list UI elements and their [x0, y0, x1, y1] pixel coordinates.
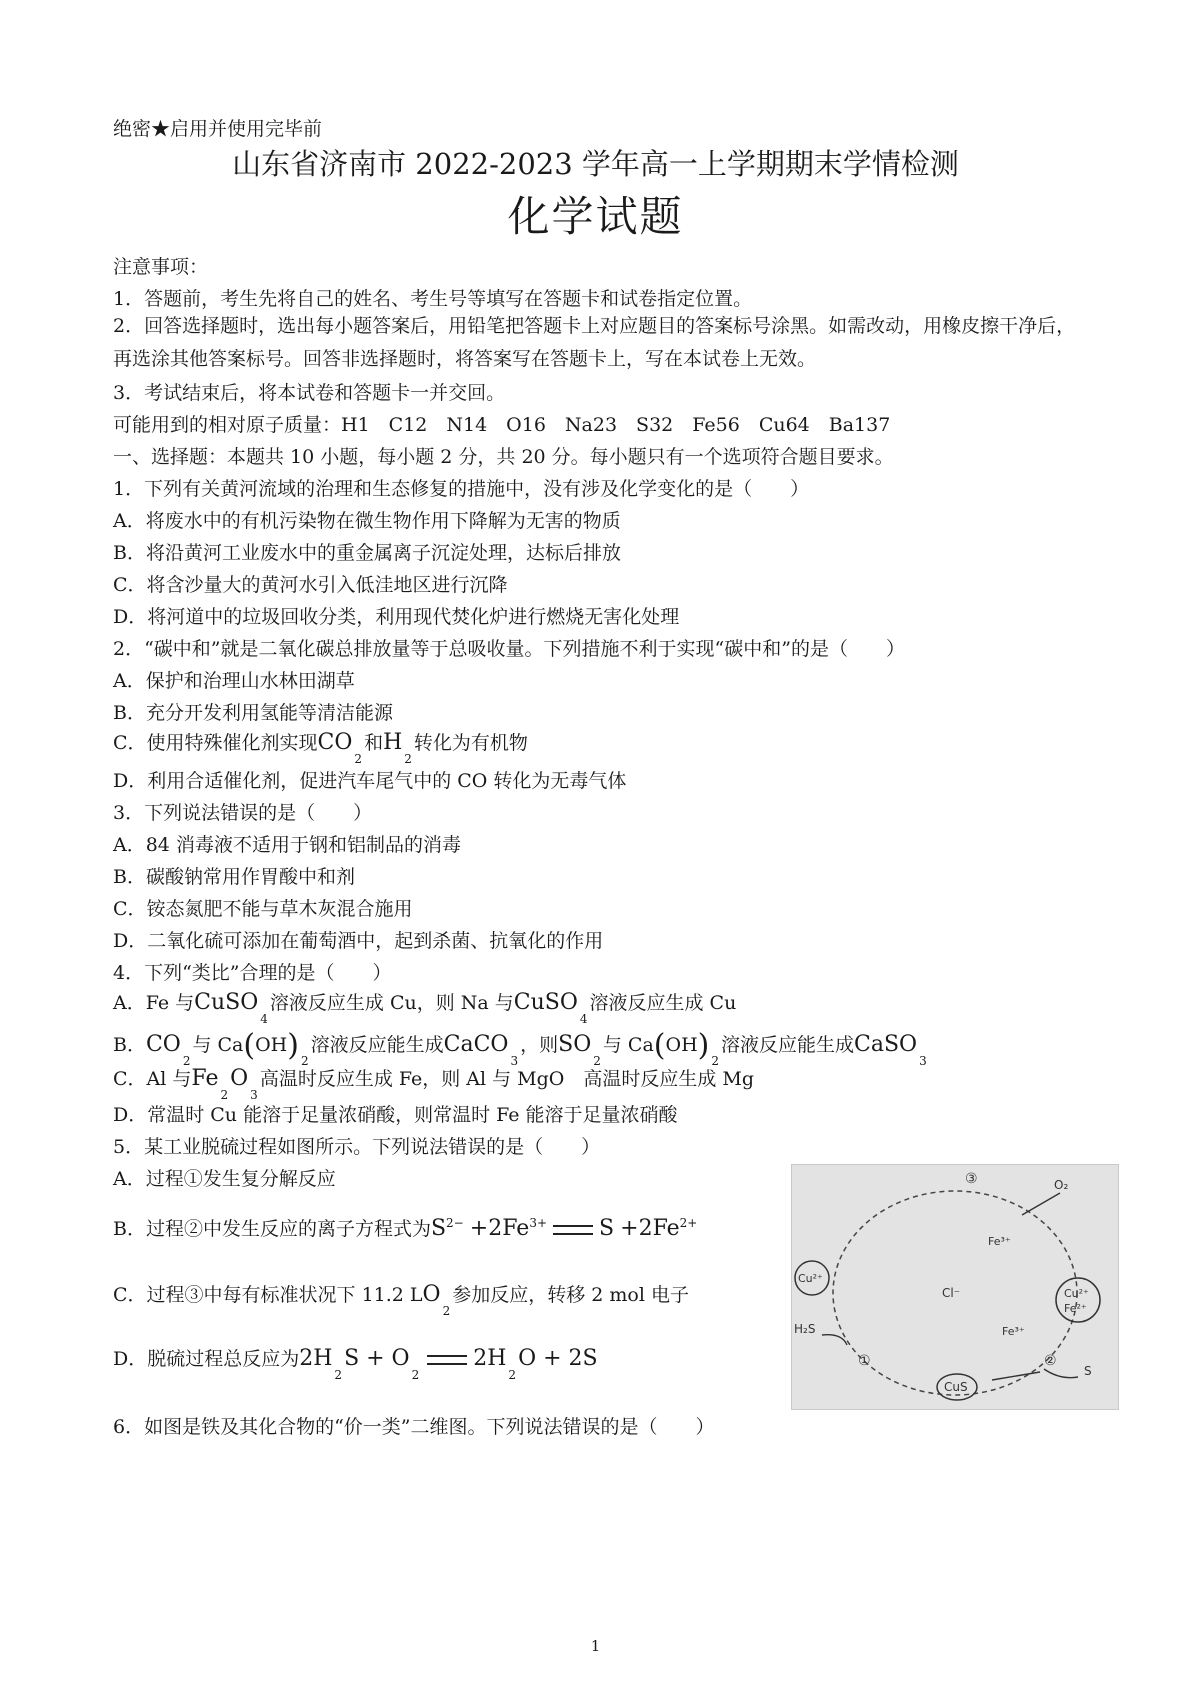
label-h2s: H₂S — [794, 1322, 816, 1336]
q4a-cuso4-b: CuSO — [513, 990, 578, 1015]
question-5-stem: 5．某工业脱硫过程如图所示。下列说法错误的是（ ） — [113, 1136, 601, 1158]
question-5-option-c — [113, 1280, 689, 1318]
label-fe3-top: Fe³⁺ — [988, 1235, 1011, 1248]
label-fe3-bottom: Fe³⁺ — [1002, 1325, 1025, 1338]
q5d-s-o2: S + O — [344, 1346, 410, 1371]
question-1-stem: 1．下列有关黄河流域的治理和生态修复的措施中，没有涉及化学变化的是（ ） — [113, 478, 810, 500]
q2c-h: H — [383, 730, 403, 755]
cu2-fe2-right-circle — [1056, 1278, 1100, 1322]
q5c-part2: 参加反应，转移 2 mol 电子 — [452, 1284, 689, 1306]
q4c-fe: Fe — [191, 1066, 219, 1091]
q4a-sub: 4 — [260, 1012, 268, 1026]
arrow-line — [992, 1372, 1040, 1380]
q5b-sup3: 2+ — [679, 1216, 698, 1230]
q4b-lparen-2: ( — [653, 1028, 666, 1063]
question-1-option-b: B．将沿黄河工业废水中的重金属离子沉淀处理，达标后排放 — [113, 542, 621, 564]
confidential-note: 绝密★启用并使用完毕前 — [113, 118, 323, 140]
q5c-o2: O — [422, 1282, 441, 1307]
equals-sign-icon-2 — [427, 1355, 467, 1365]
q5b-part1: B．过程②中发生反应的离子方程式为 — [113, 1218, 431, 1240]
q5b-fe3: +2Fe — [469, 1216, 530, 1241]
question-2-stem: 2．“碳中和”就是二氧化碳总排放量等于总吸收量。下列措施不利于实现“碳中和”的是（ ） — [113, 638, 905, 660]
label-cus: CuS — [944, 1380, 968, 1394]
cycle-diagram — [792, 1165, 1118, 1409]
q4b-label: B． — [113, 1034, 146, 1056]
q4b-caso3: CaSO — [854, 1032, 918, 1057]
h2s-arrow — [822, 1335, 847, 1345]
q5b-s-product: S — [599, 1216, 615, 1241]
q4b-sub3: 3 — [510, 1054, 519, 1068]
question-5-option-b — [113, 1214, 697, 1241]
q4b-part4: ，则 — [520, 1034, 559, 1056]
section-heading: 一、选择题：本题共 10 小题，每小题 2 分，共 20 分。每小题只有一个选项符合题目要求。 — [113, 446, 894, 468]
q5c-part1: C．过程③中每有标准状况下 11.2 L — [113, 1284, 423, 1306]
exam-title: 山东省济南市 2022-2023 学年高一上学期期末学情检测 — [232, 147, 959, 181]
q4b-part5: 与 Ca — [602, 1034, 654, 1056]
q2c-sub: 2 — [354, 752, 363, 766]
q2c-post: 转化为有机物 — [413, 732, 528, 754]
question-1-option-d: D．将河道中的垃圾回收分类，利用现代焚化炉进行燃烧无害化处理 — [113, 606, 680, 628]
atomic-masses: 可能用到的相对原子质量：H1 C12 N14 O16 Na23 S32 Fe56 Cu64 Ba137 — [113, 414, 891, 436]
q4b-sub1: 2 — [182, 1054, 191, 1068]
notice-heading: 注意事项： — [113, 256, 209, 278]
q4b-oh: OH — [255, 1034, 288, 1056]
question-5-option-a: A．过程①发生复分解反应 — [113, 1168, 336, 1190]
question-3-stem: 3．下列说法错误的是（ ） — [113, 802, 373, 824]
q4c-sub2: 3 — [250, 1088, 258, 1102]
label-fe2-right: Fe²⁺ — [1064, 1302, 1087, 1315]
q2c-pre: C．使用特殊催化剂实现 — [113, 732, 318, 754]
o2-arrow — [1022, 1193, 1060, 1215]
q4c-sub1: 2 — [220, 1088, 229, 1102]
q4b-sub2: 2 — [300, 1054, 309, 1068]
q4a-part2: 溶液反应生成 Cu，则 Na 与 — [269, 992, 514, 1014]
notice-item-1: 1．答题前，考生先将自己的姓名、考生号等填写在答题卡和试卷指定位置。 — [113, 288, 753, 310]
label-o2: O₂ — [1054, 1178, 1069, 1192]
question-2-option-a: A．保护和治理山水林田湖草 — [113, 670, 355, 692]
q4b-rparen-2: ) — [697, 1028, 710, 1063]
q4a-sub-b: 4 — [579, 1012, 588, 1026]
label-s: S — [1084, 1364, 1092, 1378]
label-cl: Cl⁻ — [942, 1286, 961, 1300]
label-cu2-right: Cu²⁺ — [1064, 1287, 1089, 1300]
question-3-option-a: A．84 消毒液不适用于钢和铝制品的消毒 — [113, 834, 461, 856]
desulfurization-cycle-figure — [791, 1164, 1119, 1410]
q5d-h2o: 2H — [473, 1346, 507, 1371]
question-1-option-c: C．将含沙量大的黄河水引入低洼地区进行沉降 — [113, 574, 508, 596]
q4b-part2: 与 Ca — [192, 1034, 244, 1056]
q5c-sub: 2 — [442, 1304, 451, 1318]
question-2-option-d: D．利用合适催化剂，促进汽车尾气中的 CO 转化为无毒气体 — [113, 770, 627, 792]
q4b-caco3: CaCO — [443, 1032, 509, 1057]
q4c-part1: C．Al 与 — [113, 1068, 192, 1090]
label-step-2: ② — [1044, 1353, 1057, 1369]
question-4-option-a — [113, 988, 737, 1026]
s-arrow — [1044, 1369, 1078, 1378]
q5d-sub2: 2 — [411, 1368, 420, 1382]
q4a-cuso4: CuSO — [194, 990, 259, 1015]
q4b-so2: SO — [558, 1032, 592, 1057]
subject-title: 化学试题 — [507, 192, 684, 241]
question-2-option-b: B．充分开发利用氢能等清洁能源 — [113, 702, 393, 724]
q2c-sub-b: 2 — [404, 752, 412, 766]
question-5-option-d — [113, 1344, 598, 1382]
q2c-and: 和 — [364, 732, 384, 754]
question-3-option-c: C．铵态氮肥不能与草木灰混合施用 — [113, 898, 413, 920]
question-4-stem: 4．下列“类比”合理的是（ ） — [113, 962, 392, 984]
question-4-option-b — [113, 1024, 929, 1068]
q5d-sub3: 2 — [508, 1368, 517, 1382]
q4b-sub6: 3 — [919, 1054, 927, 1068]
q4a-part1: A．Fe 与 — [113, 992, 195, 1014]
q4b-part6: 溶液反应能生成 — [721, 1034, 855, 1056]
question-3-option-b: B．碳酸钠常用作胃酸中和剂 — [113, 866, 355, 888]
notice-item-3: 3．考试结束后，将本试卷和答题卡一并交回。 — [113, 382, 506, 404]
q4c-part2: 高温时反应生成 Fe，则 Al 与 MgO 高温时反应生成 Mg — [259, 1068, 755, 1090]
q5d-part4: O + 2S — [518, 1346, 598, 1371]
question-3-option-d: D．二氧化硫可添加在葡萄酒中，起到杀菌、抗氧化的作用 — [113, 930, 604, 952]
question-1-option-a: A．将废水中的有机污染物在微生物作用下降解为无害的物质 — [113, 510, 621, 532]
q5d-part1: D．脱硫过程总反应为 — [113, 1348, 300, 1370]
page-number: 1 — [590, 1637, 601, 1655]
q4b-lparen: ( — [243, 1028, 256, 1063]
q4b-sub4: 2 — [593, 1054, 601, 1068]
q5d-sub1: 2 — [334, 1368, 343, 1382]
q5b-sup1: 2− — [446, 1216, 464, 1230]
q2c-co: CO — [317, 730, 353, 755]
q4a-part3: 溶液反应生成 Cu — [589, 992, 737, 1014]
question-2-option-c — [113, 728, 528, 766]
question-4-option-c — [113, 1064, 755, 1102]
equals-sign-icon — [553, 1225, 593, 1235]
label-step-1: ① — [858, 1353, 871, 1369]
q5b-s: S — [430, 1216, 447, 1241]
q5b-fe2: +2Fe — [620, 1216, 680, 1241]
q4b-co2: CO — [145, 1032, 181, 1057]
question-4-option-d: D．常温时 Cu 能溶于足量浓硝酸，则常温时 Fe 能溶于足量浓硝酸 — [113, 1104, 678, 1126]
q4b-rparen: ) — [287, 1028, 299, 1063]
q5b-sup2: 3+ — [529, 1216, 548, 1230]
label-cu2-left: Cu²⁺ — [798, 1272, 823, 1285]
label-step-3: ③ — [965, 1171, 978, 1187]
q4b-oh-2: OH — [665, 1034, 698, 1056]
q4b-part3: 溶液反应能生成 — [310, 1034, 444, 1056]
q5d-h2: 2H — [299, 1346, 333, 1371]
q4b-sub5: 2 — [711, 1054, 720, 1068]
notice-item-2: 2．回答选择题时，选出每小题答案后，用铅笔把答题卡上对应题目的答案标号涂黑。如需改动，用橡皮擦干净后，再选涂其他答案标号。回答非选择题时，将答案写在答题卡上，写在本试卷上无效。 — [113, 315, 1076, 370]
question-6-stem: 6．如图是铁及其化合物的“价一类”二维图。下列说法错误的是（ ） — [113, 1416, 715, 1438]
q4c-o: O — [230, 1066, 249, 1091]
